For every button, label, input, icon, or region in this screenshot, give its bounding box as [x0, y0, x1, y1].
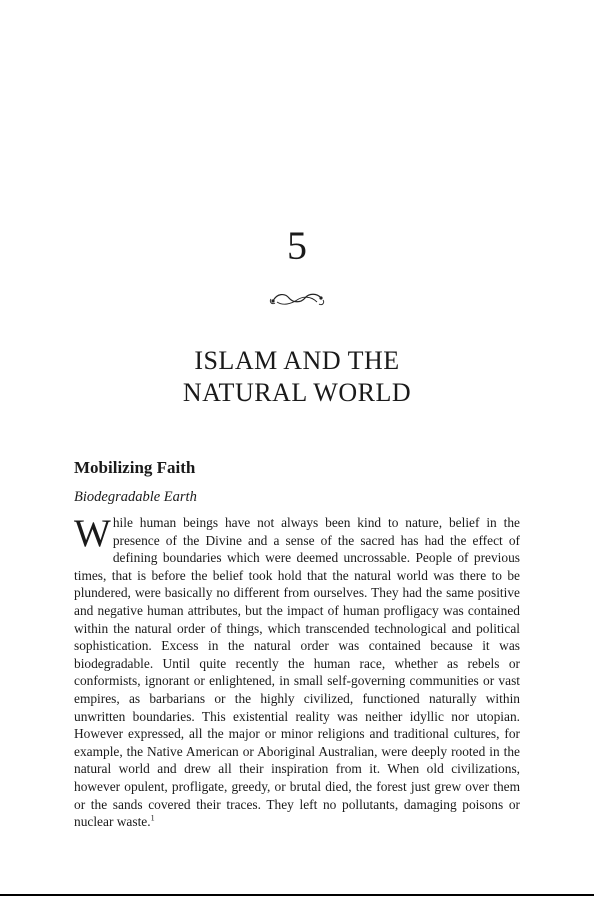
footnote-marker[interactable]: 1 — [150, 813, 155, 823]
body-paragraph-text: hile human beings have not always been kind to nature, belief in the presence of the Divine and a sense of the sacred has had the effect of defining boundaries which were deemed uncrossable. People of previous times, that is before the belief took hold that the natural world was there to be plundered, were basically no different from ourselves. They had the same positive and negative human attributes, but the impact of human profligacy was contained within the natural order of things, which transcended technological and political sophistication. Excess in the natural order was contained because it was biodegradable. Until quite recently the human race, whether as rebels or conformists, ignorant or enlightened, in small self-governing communities or vast empires, as barbarians or the highly civilized, functioned naturally within unwritten boundaries. This existential reality was neither idyllic nor utopian. However expressed, all the major or minor religions and traditional cultures, for example, the Native American or Aboriginal Australian, were deeply rooted in the natural world and drew all their inspiration from it. When old civilizations, however opulent, profligate, greedy, or brutal died, the forest just grew over them or the sands covered their traces. They left no pollutants, damaging poisons or nuclear waste. — [74, 515, 520, 830]
page-bottom-rule — [0, 894, 594, 896]
drop-cap: W — [74, 512, 111, 555]
scroll-flourish-icon — [269, 290, 325, 308]
section-heading: Mobilizing Faith — [74, 458, 196, 477]
chapter-title-line-1: ISLAM AND THE — [194, 346, 400, 375]
chapter-title-line-2: NATURAL WORLD — [182, 378, 412, 407]
body-paragraph — [74, 514, 520, 831]
subsection-heading: Biodegradable Earth — [74, 489, 197, 505]
chapter-number: 5 — [287, 223, 307, 268]
chapter-title — [0, 345, 594, 409]
